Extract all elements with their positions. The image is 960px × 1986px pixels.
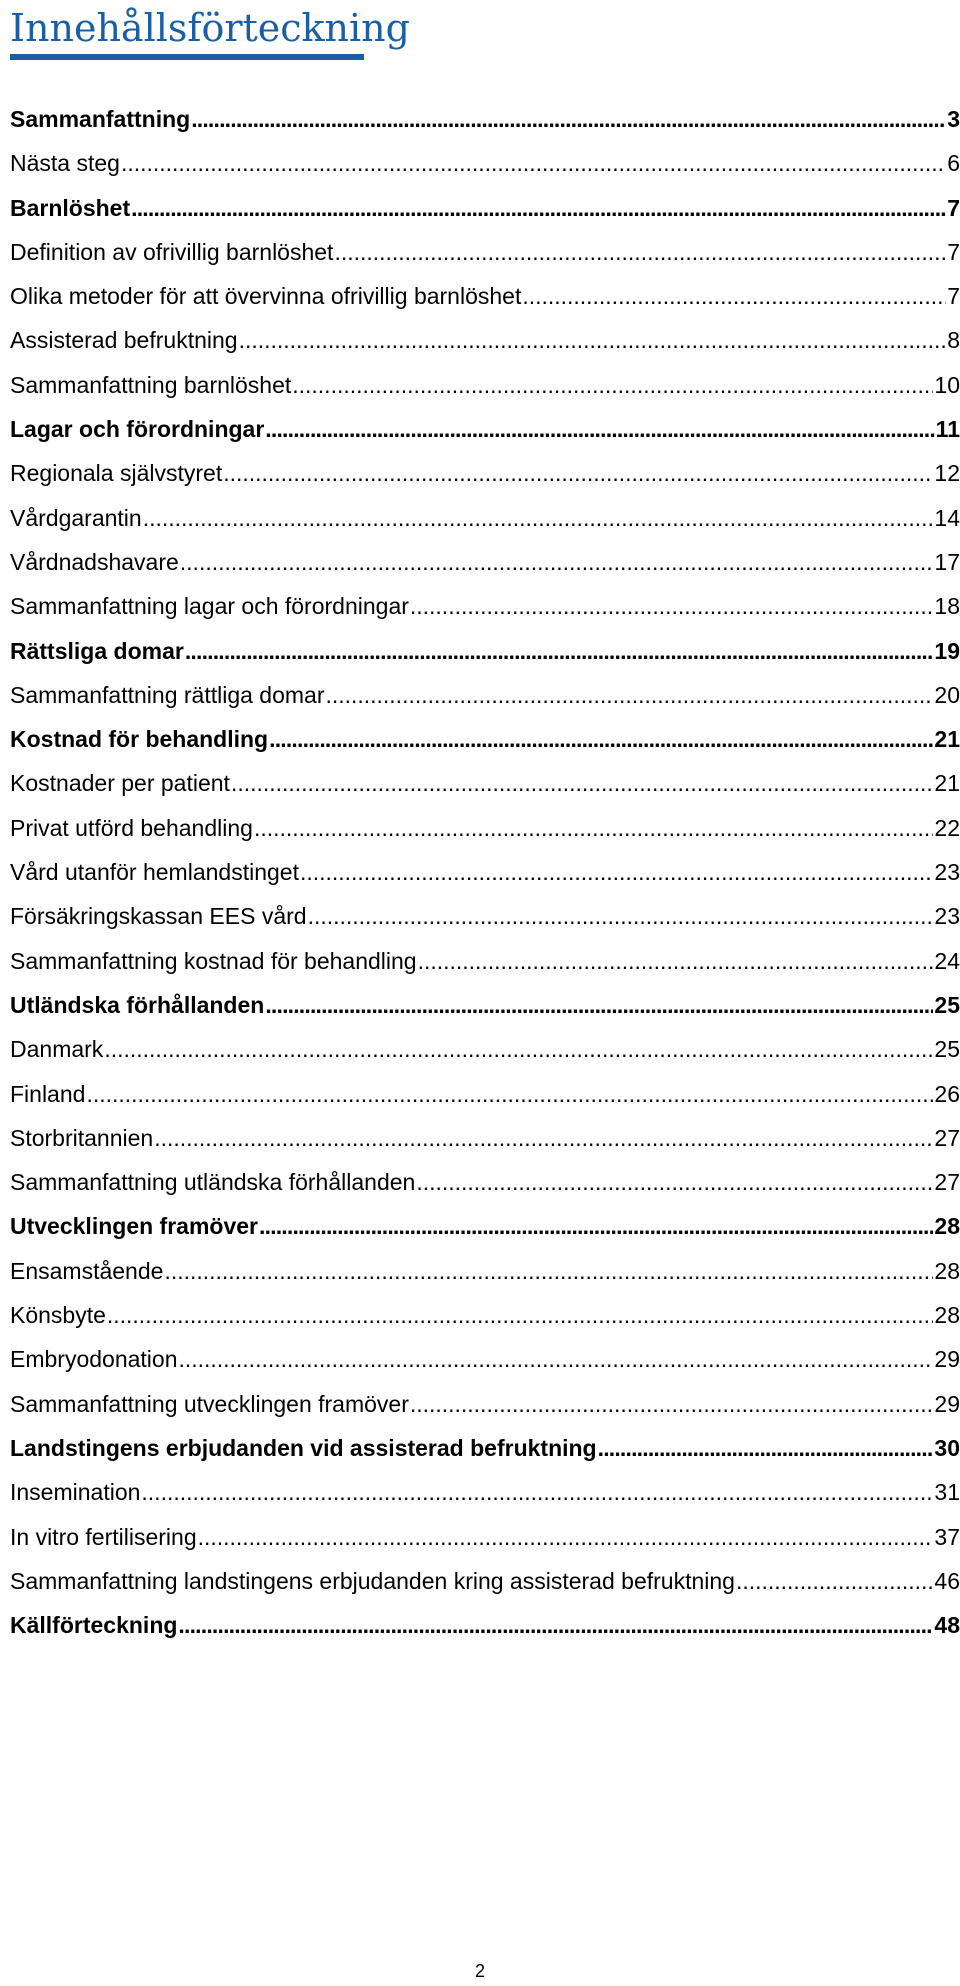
dot-leader xyxy=(239,327,947,354)
table-of-contents xyxy=(10,106,960,1656)
toc-entry[interactable] xyxy=(10,770,960,814)
toc-entry-title: Landstingens erbjudanden vid assisterad befruktning xyxy=(10,1434,597,1461)
toc-entry-title: Sammanfattning rättliga domar xyxy=(10,681,325,708)
dot-leader xyxy=(598,1435,934,1462)
toc-entry-title: Lagar och förordningar xyxy=(10,416,265,443)
toc-entry[interactable] xyxy=(10,460,960,504)
page-number: 2 xyxy=(474,1961,485,1981)
toc-entry[interactable] xyxy=(10,1169,960,1213)
toc-entry[interactable] xyxy=(10,1125,960,1169)
toc-entry[interactable] xyxy=(10,1524,960,1568)
toc-entry-title: Källförteckning xyxy=(10,1612,178,1639)
title-underline xyxy=(10,54,364,60)
toc-entry[interactable] xyxy=(10,1391,960,1435)
dot-leader xyxy=(522,283,946,310)
toc-entry-page: 20 xyxy=(934,681,960,708)
toc-entry-page: 24 xyxy=(934,947,960,974)
dot-leader xyxy=(736,1568,933,1595)
dot-leader xyxy=(418,948,934,975)
dot-leader xyxy=(185,638,934,665)
toc-entry[interactable] xyxy=(10,1302,960,1346)
toc-entry-title: Sammanfattning xyxy=(10,106,191,132)
dot-leader xyxy=(410,1391,934,1418)
toc-entry[interactable] xyxy=(10,195,960,239)
toc-entry-page: 28 xyxy=(934,1213,960,1240)
toc-entry-page: 7 xyxy=(947,238,960,265)
toc-entry-page: 8 xyxy=(947,327,960,354)
toc-entry-title: Nästa steg xyxy=(10,150,120,177)
toc-entry[interactable] xyxy=(10,106,960,150)
toc-entry[interactable] xyxy=(10,505,960,549)
toc-entry-title: Assisterad befruktning xyxy=(10,327,238,354)
toc-entry-page: 23 xyxy=(934,903,960,930)
toc-entry-page: 18 xyxy=(934,593,960,620)
toc-entry[interactable] xyxy=(10,638,960,682)
dot-leader xyxy=(300,859,933,886)
dot-leader xyxy=(180,549,934,576)
toc-entry-title: Barnlöshet xyxy=(10,194,131,221)
dot-leader xyxy=(198,1524,934,1551)
toc-entry-title: Danmark xyxy=(10,1036,104,1063)
dot-leader xyxy=(164,1258,933,1285)
toc-entry[interactable] xyxy=(10,1568,960,1612)
toc-entry[interactable] xyxy=(10,372,960,416)
toc-entry-title: Rättsliga domar xyxy=(10,637,184,664)
toc-entry[interactable] xyxy=(10,327,960,371)
toc-entry-page: 48 xyxy=(934,1612,960,1639)
toc-entry-title: Finland xyxy=(10,1080,86,1107)
toc-entry-title: Storbritannien xyxy=(10,1124,154,1151)
toc-entry-page: 25 xyxy=(934,991,960,1018)
toc-entry-page: 14 xyxy=(934,504,960,531)
toc-entry[interactable] xyxy=(10,903,960,947)
toc-entry[interactable] xyxy=(10,859,960,903)
toc-entry-title: Utvecklingen framöver xyxy=(10,1213,258,1240)
toc-entry-page: 25 xyxy=(934,1036,960,1063)
dot-leader xyxy=(178,1612,933,1639)
toc-entry-page: 26 xyxy=(934,1080,960,1107)
toc-entry[interactable] xyxy=(10,992,960,1036)
dot-leader xyxy=(265,416,934,443)
toc-entry-page: 12 xyxy=(934,460,960,487)
toc-entry-title: Sammanfattning utländska förhållanden xyxy=(10,1169,416,1196)
toc-entry-title: Sammanfattning lagar och förordningar xyxy=(10,593,409,620)
toc-entry[interactable] xyxy=(10,1036,960,1080)
toc-entry-title: Sammanfattning barnlöshet xyxy=(10,371,292,398)
dot-leader xyxy=(154,1125,933,1152)
toc-entry-page: 29 xyxy=(934,1346,960,1373)
toc-entry-page: 29 xyxy=(934,1390,960,1417)
toc-entry-title: Privat utförd behandling xyxy=(10,814,253,841)
dot-leader xyxy=(231,770,933,797)
toc-entry[interactable] xyxy=(10,1346,960,1390)
toc-entry-page: 27 xyxy=(934,1124,960,1151)
dot-leader xyxy=(131,195,946,222)
toc-entry[interactable] xyxy=(10,1258,960,1302)
dot-leader xyxy=(179,1346,934,1373)
toc-entry-title: Regionala självstyret xyxy=(10,460,223,487)
toc-entry-title: Vård utanför hemlandstinget xyxy=(10,859,299,886)
toc-entry[interactable] xyxy=(10,593,960,637)
page-title: Innehållsförteckning xyxy=(10,6,410,50)
toc-entry-title: Försäkringskassan EES vård xyxy=(10,903,307,930)
dot-leader xyxy=(259,1213,933,1240)
toc-entry-page: 28 xyxy=(934,1302,960,1329)
toc-entry-page: 17 xyxy=(934,548,960,575)
toc-entry[interactable] xyxy=(10,1435,960,1479)
dot-leader xyxy=(326,682,934,709)
toc-entry-page: 21 xyxy=(934,770,960,797)
toc-entry-page: 27 xyxy=(934,1169,960,1196)
toc-entry-page: 7 xyxy=(947,283,960,310)
toc-entry-title: Olika metoder för att övervinna ofrivillig barnlöshet xyxy=(10,283,522,310)
toc-entry-title: Könsbyte xyxy=(10,1302,106,1329)
dot-leader xyxy=(223,460,933,487)
toc-entry-page: 22 xyxy=(934,814,960,841)
toc-entry-page: 21 xyxy=(934,726,960,753)
toc-entry-page: 19 xyxy=(934,637,960,664)
dot-leader xyxy=(121,150,946,177)
toc-entry-title: Sammanfattning kostnad för behandling xyxy=(10,947,417,974)
toc-entry-page: 46 xyxy=(934,1567,960,1594)
toc-entry[interactable] xyxy=(10,1213,960,1257)
toc-entry[interactable] xyxy=(10,1081,960,1125)
toc-entry-title: Vårdnadshavare xyxy=(10,548,179,575)
toc-entry[interactable] xyxy=(10,283,960,327)
toc-entry[interactable] xyxy=(10,549,960,593)
toc-entry-page: 7 xyxy=(947,194,960,221)
toc-entry[interactable] xyxy=(10,416,960,460)
dot-leader xyxy=(191,106,946,133)
toc-entry-page: 31 xyxy=(934,1479,960,1506)
toc-entry-title: Definition av ofrivillig barnlöshet xyxy=(10,238,334,265)
dot-leader xyxy=(141,1479,933,1506)
toc-entry-title: Vårdgarantin xyxy=(10,504,142,531)
dot-leader xyxy=(292,372,933,399)
dot-leader xyxy=(410,593,934,620)
toc-entry-title: Kostnad för behandling xyxy=(10,726,269,753)
dot-leader xyxy=(107,1302,934,1329)
toc-entry-page: 11 xyxy=(935,416,960,443)
toc-entry-page: 23 xyxy=(934,859,960,886)
toc-entry-page: 30 xyxy=(934,1434,960,1461)
dot-leader xyxy=(254,815,933,842)
toc-entry-title: Embryodonation xyxy=(10,1346,178,1373)
toc-entry[interactable] xyxy=(10,1612,960,1656)
toc-entry[interactable] xyxy=(10,150,960,194)
toc-entry-title: Kostnader per patient xyxy=(10,770,230,797)
toc-entry-page: 10 xyxy=(934,371,960,398)
toc-entry-title: In vitro fertilisering xyxy=(10,1523,197,1550)
dot-leader xyxy=(308,903,934,930)
dot-leader xyxy=(334,239,946,266)
toc-entry[interactable] xyxy=(10,948,960,992)
toc-entry[interactable] xyxy=(10,1479,960,1523)
dot-leader xyxy=(416,1169,933,1196)
toc-entry-page: 37 xyxy=(934,1523,960,1550)
toc-entry-page: 3 xyxy=(947,106,960,132)
toc-entry-title: Sammanfattning utvecklingen framöver xyxy=(10,1390,409,1417)
toc-entry[interactable] xyxy=(10,239,960,283)
toc-entry-page: 28 xyxy=(934,1257,960,1284)
toc-entry-title: Utländska förhållanden xyxy=(10,991,265,1018)
dot-leader xyxy=(104,1036,933,1063)
toc-entry[interactable] xyxy=(10,815,960,859)
dot-leader xyxy=(143,505,934,532)
dot-leader xyxy=(269,726,933,753)
dot-leader xyxy=(86,1081,933,1108)
toc-entry-title: Ensamstående xyxy=(10,1257,164,1284)
toc-entry[interactable] xyxy=(10,682,960,726)
toc-entry[interactable] xyxy=(10,726,960,770)
toc-entry-page: 6 xyxy=(947,150,960,177)
toc-entry-title: Insemination xyxy=(10,1479,141,1506)
toc-entry-title: Sammanfattning landstingens erbjudanden kring assisterad befruktning xyxy=(10,1567,735,1594)
dot-leader xyxy=(265,992,933,1019)
